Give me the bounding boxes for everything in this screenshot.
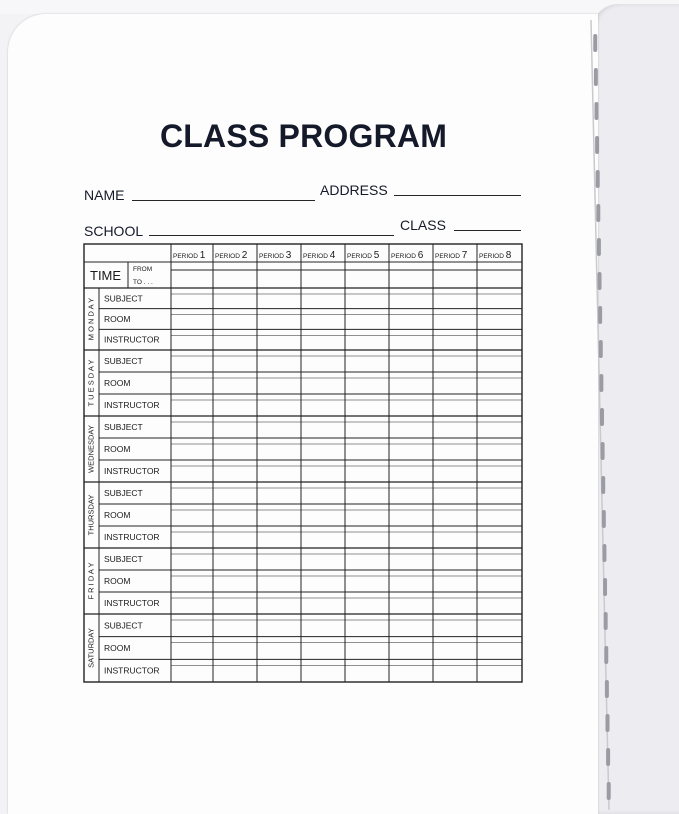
schedule-cell[interactable]	[258, 395, 300, 415]
row-label: SUBJECT	[104, 293, 143, 304]
schedule-cell[interactable]	[346, 660, 388, 681]
schedule-cell[interactable]	[258, 330, 300, 349]
schedule-cell[interactable]	[434, 660, 476, 681]
schedule-cell[interactable]	[346, 417, 388, 437]
schedule-cell[interactable]	[390, 351, 432, 371]
day-label: WEDNESDAY	[86, 425, 96, 473]
schedule-cell[interactable]	[302, 330, 344, 349]
schedule-cell[interactable]	[258, 527, 300, 547]
time-cell[interactable]	[172, 263, 212, 287]
schedule-cell[interactable]	[434, 439, 476, 459]
schedule-cell[interactable]	[302, 638, 344, 659]
period-header: PERIOD 7	[435, 250, 468, 261]
row-label: SUBJECT	[104, 554, 143, 564]
schedule-cell[interactable]	[434, 527, 476, 547]
schedule-cell[interactable]	[172, 660, 212, 681]
schedule-cell[interactable]	[478, 310, 521, 329]
schedule-cell[interactable]	[478, 505, 521, 525]
schedule-cell[interactable]	[172, 505, 212, 525]
schedule-cell[interactable]	[434, 638, 476, 659]
schedule-cell[interactable]	[346, 310, 388, 329]
schedule-cell[interactable]	[434, 351, 476, 371]
schedule-cell[interactable]	[172, 638, 212, 659]
schedule-cell[interactable]	[214, 593, 256, 613]
row-label: INSTRUCTOR	[104, 665, 160, 676]
time-from-label: FROM	[133, 266, 153, 273]
schedule-cell[interactable]	[478, 417, 521, 437]
schedule-cell[interactable]	[214, 483, 256, 503]
schedule-cell[interactable]	[214, 638, 256, 659]
schedule-cell[interactable]	[214, 660, 256, 681]
row-label: ROOM	[104, 510, 131, 520]
schedule-cell[interactable]	[302, 373, 344, 393]
schedule-cell[interactable]	[172, 310, 212, 329]
period-header: PERIOD 3	[259, 250, 292, 261]
schedule-cell[interactable]	[172, 461, 212, 481]
schedule-cell[interactable]	[214, 289, 256, 308]
schedule-cell[interactable]	[346, 461, 388, 481]
schedule-cell[interactable]	[172, 571, 212, 591]
schedule-cell[interactable]	[346, 395, 388, 415]
schedule-cell[interactable]	[258, 483, 300, 503]
schedule-cell[interactable]	[172, 395, 212, 415]
schedule-cell[interactable]	[434, 461, 476, 481]
schedule-cell[interactable]	[258, 439, 300, 459]
schedule-cell[interactable]	[214, 505, 256, 525]
form-title: CLASS PROGRAM	[160, 118, 448, 154]
schedule-cell[interactable]	[346, 289, 388, 308]
row-label: ROOM	[104, 643, 131, 653]
row-label: ROOM	[104, 314, 131, 324]
schedule-cell[interactable]	[434, 615, 476, 636]
schedule-cell[interactable]	[214, 417, 256, 437]
schedule-cell[interactable]	[258, 289, 300, 308]
schedule-cell[interactable]	[390, 439, 432, 459]
schedule-cell[interactable]	[478, 373, 521, 393]
schedule-cell[interactable]	[478, 527, 521, 547]
schedule-cell[interactable]	[390, 527, 432, 547]
schedule-cell[interactable]	[478, 549, 521, 569]
time-to-label: TO . . .	[133, 279, 153, 286]
schedule-cell[interactable]	[302, 351, 344, 371]
schedule-cell[interactable]	[302, 660, 344, 681]
schedule-cell[interactable]	[258, 310, 300, 329]
schedule-cell[interactable]	[434, 505, 476, 525]
schedule-cell[interactable]	[258, 638, 300, 659]
row-label: INSTRUCTOR	[104, 400, 160, 410]
period-header: PERIOD 2	[215, 250, 248, 261]
period-header: PERIOD 6	[391, 250, 424, 261]
schedule-cell[interactable]	[390, 330, 432, 349]
time-cell[interactable]	[214, 263, 256, 287]
schedule-cell[interactable]	[302, 593, 344, 613]
schedule-cell[interactable]	[346, 373, 388, 393]
address-label: ADDRESS	[320, 182, 388, 198]
schedule-cell[interactable]	[434, 395, 476, 415]
schedule-cell[interactable]	[346, 615, 388, 636]
schedule-cell[interactable]	[172, 527, 212, 547]
schedule-cell[interactable]	[346, 505, 388, 525]
schedule-cell[interactable]	[302, 461, 344, 481]
schedule-cell[interactable]	[172, 483, 212, 503]
schedule-cell[interactable]	[346, 571, 388, 591]
schedule-cell[interactable]	[478, 330, 521, 349]
schedule-cell[interactable]	[434, 289, 476, 308]
schedule-cell[interactable]	[346, 439, 388, 459]
row-label: SUBJECT	[104, 620, 143, 631]
schedule-cell[interactable]	[434, 310, 476, 329]
schedule-cell[interactable]	[346, 527, 388, 547]
schedule-cell[interactable]	[258, 351, 300, 371]
schedule-cell[interactable]	[214, 310, 256, 329]
schedule-cell[interactable]	[390, 660, 432, 681]
schedule-cell[interactable]	[172, 439, 212, 459]
schedule-cell[interactable]	[434, 593, 476, 613]
day-label: T U E S D A Y	[86, 359, 96, 407]
schedule-cell[interactable]	[214, 330, 256, 349]
schedule-cell[interactable]	[172, 549, 212, 569]
schedule-cell[interactable]	[390, 549, 432, 569]
time-cell[interactable]	[434, 263, 476, 287]
schedule-cell[interactable]	[214, 351, 256, 371]
period-header: PERIOD 5	[347, 250, 380, 261]
schedule-cell[interactable]	[258, 417, 300, 437]
schedule-cell[interactable]	[258, 660, 300, 681]
schedule-cell[interactable]	[172, 593, 212, 613]
schedule-cell[interactable]	[390, 505, 432, 525]
schedule-cell[interactable]	[258, 571, 300, 591]
day-label: THURSDAY	[86, 494, 96, 536]
schedule-cell[interactable]	[478, 289, 521, 308]
row-label: ROOM	[104, 378, 131, 388]
schedule-cell[interactable]	[302, 571, 344, 591]
schedule-cell[interactable]	[214, 373, 256, 393]
schedule-cell[interactable]	[258, 593, 300, 613]
time-cell[interactable]	[302, 263, 344, 287]
row-label: ROOM	[104, 444, 131, 454]
period-header: PERIOD 8	[479, 250, 512, 261]
schedule-cell[interactable]	[478, 439, 521, 459]
schedule-cell[interactable]	[172, 417, 212, 437]
schedule-cell[interactable]	[302, 505, 344, 525]
schedule-cell[interactable]	[478, 395, 521, 415]
row-label: INSTRUCTOR	[104, 334, 160, 345]
schedule-cell[interactable]	[258, 549, 300, 569]
class-label: CLASS	[400, 217, 446, 233]
schedule-cell[interactable]	[478, 571, 521, 591]
schedule-cell[interactable]	[302, 417, 344, 437]
schedule-cell[interactable]	[302, 289, 344, 308]
schedule-cell[interactable]	[302, 549, 344, 569]
schedule-cell[interactable]	[302, 310, 344, 329]
schedule-cell[interactable]	[172, 351, 212, 371]
name-label: NAME	[84, 187, 125, 203]
schedule-cell[interactable]	[390, 571, 432, 591]
schedule-cell[interactable]	[390, 615, 432, 636]
day-label: SATURDAY	[86, 628, 96, 668]
schedule-cell[interactable]	[258, 615, 300, 636]
schedule-cell[interactable]	[390, 289, 432, 308]
schedule-cell[interactable]	[302, 527, 344, 547]
schedule-cell[interactable]	[434, 417, 476, 437]
schedule-cell[interactable]	[390, 593, 432, 613]
schedule-cell[interactable]	[172, 289, 212, 308]
row-label: INSTRUCTOR	[104, 598, 160, 608]
grid-cells	[172, 263, 521, 681]
schedule-cell[interactable]	[346, 351, 388, 371]
schedule-cell[interactable]	[172, 330, 212, 349]
schedule-cell[interactable]	[390, 373, 432, 393]
time-cell[interactable]	[258, 263, 300, 287]
schedule-cell[interactable]	[434, 483, 476, 503]
schedule-cell[interactable]	[478, 483, 521, 503]
schedule-cell[interactable]	[214, 527, 256, 547]
schedule-cell[interactable]	[302, 483, 344, 503]
schedule-cell[interactable]	[390, 310, 432, 329]
schedule-cell[interactable]	[434, 571, 476, 591]
schedule-cell[interactable]	[346, 593, 388, 613]
schedule-cell[interactable]	[214, 615, 256, 636]
schedule-cell[interactable]	[390, 417, 432, 437]
row-label: SUBJECT	[104, 356, 143, 366]
row-label: INSTRUCTOR	[104, 466, 160, 476]
school-label: SCHOOL	[84, 223, 144, 239]
schedule-cell[interactable]	[214, 395, 256, 415]
schedule-cell[interactable]	[478, 660, 521, 681]
day-label: F R I D A Y	[86, 562, 96, 600]
schedule-cell[interactable]	[346, 549, 388, 569]
schedule-cell[interactable]	[172, 373, 212, 393]
schedule-cell[interactable]	[258, 373, 300, 393]
schedule-cell[interactable]	[390, 461, 432, 481]
schedule-cell[interactable]	[346, 638, 388, 659]
schedule-cell[interactable]	[478, 351, 521, 371]
schedule-cell[interactable]	[390, 638, 432, 659]
schedule-cell[interactable]	[258, 461, 300, 481]
schedule-cell[interactable]	[302, 439, 344, 459]
schedule-cell[interactable]	[302, 615, 344, 636]
schedule-cell[interactable]	[258, 505, 300, 525]
period-header: PERIOD 4	[303, 250, 336, 261]
schedule-cell[interactable]	[214, 571, 256, 591]
row-label: ROOM	[104, 576, 131, 586]
schedule-cell[interactable]	[434, 549, 476, 569]
schedule-cell[interactable]	[302, 395, 344, 415]
schedule-cell[interactable]	[390, 395, 432, 415]
time-cell[interactable]	[478, 263, 521, 287]
schedule-cell[interactable]	[478, 461, 521, 481]
schedule-cell[interactable]	[434, 373, 476, 393]
schedule-cell[interactable]	[390, 483, 432, 503]
schedule-cell[interactable]	[346, 483, 388, 503]
row-label: INSTRUCTOR	[104, 532, 160, 542]
schedule-cell[interactable]	[434, 330, 476, 349]
schedule-cell[interactable]	[478, 593, 521, 613]
schedule-cell[interactable]	[478, 638, 521, 659]
period-header: PERIOD 1	[173, 250, 206, 261]
time-cell[interactable]	[346, 263, 388, 287]
schedule-cell[interactable]	[214, 439, 256, 459]
schedule-cell[interactable]	[478, 615, 521, 636]
schedule-cell[interactable]	[346, 330, 388, 349]
time-cell[interactable]	[390, 263, 432, 287]
schedule-cell[interactable]	[172, 615, 212, 636]
time-label: TIME	[90, 268, 122, 283]
row-label: SUBJECT	[104, 488, 143, 498]
row-label: SUBJECT	[104, 422, 143, 432]
day-label: M O N D A Y	[86, 297, 96, 341]
schedule-cell[interactable]	[214, 461, 256, 481]
schedule-cell[interactable]	[214, 549, 256, 569]
